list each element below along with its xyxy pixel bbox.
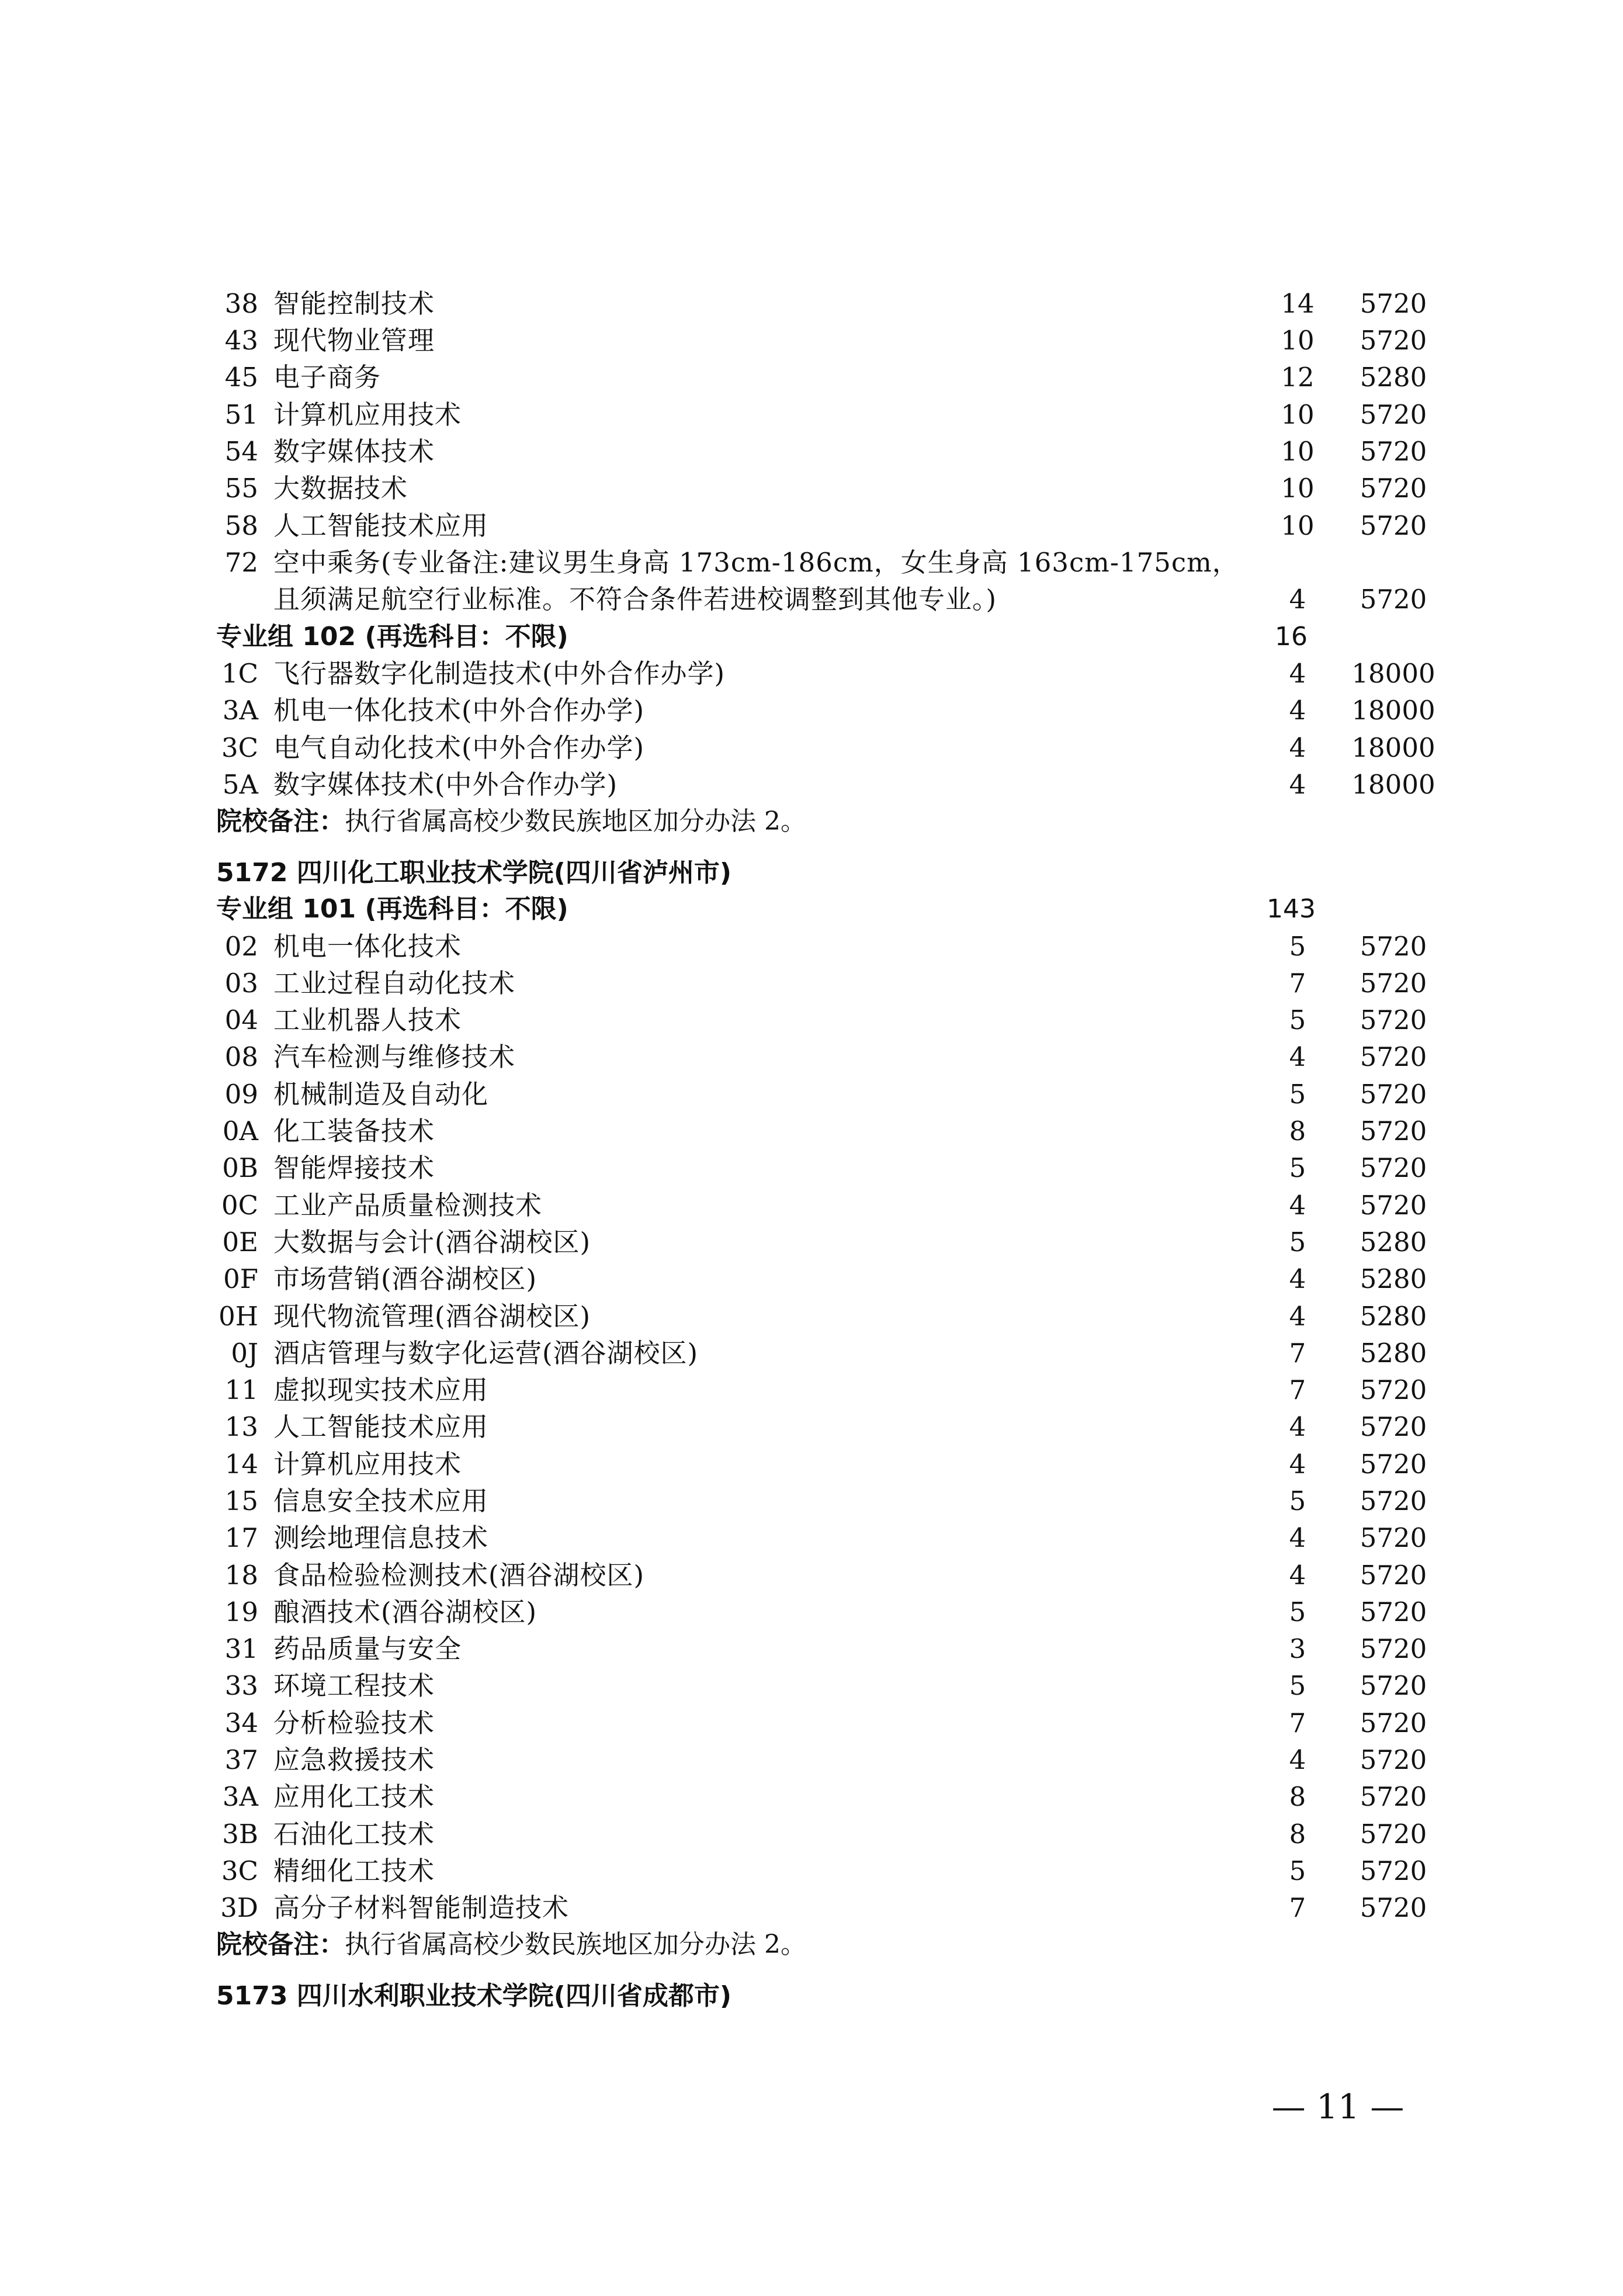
plan-count: 4 — [1289, 1190, 1306, 1221]
major-name-line1: 空中乘务(专业备注:建议男生身高 173cm-186cm，女生身高 163cm-175cm， — [273, 547, 1239, 578]
plan-count: 5 — [1289, 1855, 1306, 1886]
major-row — [0, 1519, 1623, 1557]
tuition-fee: 5720 — [1360, 1597, 1427, 1627]
major-code: 34 — [224, 1708, 258, 1739]
tuition-fee: 5720 — [1360, 1449, 1427, 1480]
major-code: 3D — [220, 1892, 258, 1923]
school-title: 5172 四川化工职业技术学院(四川省泸州市) — [216, 858, 731, 888]
plan-count: 4 — [1289, 1744, 1306, 1775]
major-code: 09 — [224, 1079, 258, 1110]
tuition-fee: 5720 — [1360, 1485, 1427, 1516]
major-name: 高分子材料智能制造技术 — [273, 1892, 570, 1923]
plan-count: 5 — [1289, 1079, 1306, 1110]
school-note — [0, 803, 1623, 840]
major-name: 工业过程自动化技术 — [273, 968, 516, 999]
plan-count: 7 — [1289, 1338, 1306, 1369]
major-code: 0J — [231, 1338, 258, 1369]
major-row — [0, 1335, 1623, 1372]
tuition-fee: 5720 — [1360, 1190, 1427, 1221]
plan-count: 8 — [1289, 1116, 1306, 1147]
plan-count: 12 — [1281, 362, 1315, 393]
major-row — [0, 396, 1623, 434]
major-name: 现代物流管理(酒谷湖校区) — [273, 1301, 591, 1332]
note-text — [216, 1926, 806, 1963]
major-row — [0, 1741, 1623, 1779]
major-row — [0, 1298, 1623, 1335]
major-name: 机电一体化技术 — [273, 931, 462, 962]
plan-count: 5 — [1289, 1485, 1306, 1516]
plan-count: 5 — [1289, 1005, 1306, 1036]
major-row — [0, 433, 1623, 470]
major-name: 石油化工技术 — [273, 1819, 435, 1850]
major-name: 现代物业管理 — [273, 325, 435, 356]
major-row — [0, 1224, 1623, 1261]
plan-count: 4 — [1289, 695, 1306, 726]
major-row — [0, 1705, 1623, 1742]
major-name: 药品质量与安全 — [273, 1633, 462, 1664]
tuition-fee: 5720 — [1360, 1005, 1427, 1036]
major-name: 大数据与会计(酒谷湖校区) — [273, 1227, 591, 1258]
major-row — [0, 470, 1623, 507]
major-row — [0, 928, 1623, 965]
plan-count: 10 — [1281, 510, 1315, 541]
major-row — [0, 1408, 1623, 1446]
major-code: 3C — [221, 732, 258, 763]
major-code: 19 — [224, 1597, 258, 1627]
plan-count: 4 — [1289, 769, 1306, 800]
plan-count: 10 — [1281, 473, 1315, 504]
tuition-fee: 5280 — [1360, 1301, 1427, 1332]
tuition-fee: 5720 — [1360, 325, 1427, 356]
major-code: 3C — [221, 1855, 258, 1886]
major-name: 应急救援技术 — [273, 1744, 435, 1775]
tuition-fee: 5720 — [1360, 473, 1427, 504]
major-name: 应用化工技术 — [273, 1781, 435, 1812]
note-label: 院校备注： — [216, 1930, 345, 1959]
tuition-fee: 5720 — [1360, 510, 1427, 541]
major-code: 1C — [221, 658, 258, 689]
tuition-fee: 5720 — [1360, 1892, 1427, 1923]
plan-count: 4 — [1289, 1560, 1306, 1591]
tuition-fee: 5280 — [1360, 1227, 1427, 1258]
plan-count: 8 — [1289, 1781, 1306, 1812]
major-row — [0, 1778, 1623, 1816]
major-row — [0, 965, 1623, 1002]
major-code: 0A — [222, 1116, 258, 1147]
school-title: 5173 四川水利职业技术学院(四川省成都市) — [216, 1981, 731, 2011]
major-row — [0, 655, 1623, 692]
plan-count: 4 — [1289, 1301, 1306, 1332]
major-name: 机械制造及自动化 — [273, 1079, 489, 1110]
major-name: 酿酒技术(酒谷湖校区) — [273, 1597, 537, 1627]
major-code: 55 — [224, 473, 258, 504]
major-name: 数字媒体技术 — [273, 436, 435, 467]
major-row — [0, 1889, 1623, 1927]
plan-count: 4 — [1289, 584, 1306, 615]
major-row — [0, 1076, 1623, 1113]
plan-count: 7 — [1289, 1708, 1306, 1739]
tuition-fee: 5720 — [1360, 288, 1427, 319]
plan-count: 5 — [1289, 931, 1306, 962]
plan-count: 4 — [1289, 1263, 1306, 1294]
note-content: 执行省属高校少数民族地区加分办法 2。 — [345, 1930, 806, 1959]
major-row — [0, 1630, 1623, 1668]
major-code: 38 — [224, 288, 258, 319]
major-row — [0, 1113, 1623, 1150]
tuition-fee: 5280 — [1360, 1338, 1427, 1369]
school-heading — [0, 1978, 1623, 2015]
plan-count: 5 — [1289, 1670, 1306, 1701]
major-name: 工业机器人技术 — [273, 1005, 462, 1036]
major-name: 智能焊接技术 — [273, 1152, 435, 1183]
tuition-fee: 5280 — [1360, 362, 1427, 393]
major-code: 11 — [224, 1374, 258, 1405]
major-row — [0, 1260, 1623, 1298]
major-code: 54 — [224, 436, 258, 467]
tuition-fee: 5280 — [1360, 1263, 1427, 1294]
plan-count: 4 — [1289, 1411, 1306, 1442]
major-name-line2: 且须满足航空行业标准。不符合条件若进校调整到其他专业。) — [273, 584, 997, 615]
plan-count: 10 — [1281, 436, 1315, 467]
major-code: 0F — [223, 1263, 258, 1294]
tuition-fee: 5720 — [1360, 1633, 1427, 1664]
tuition-fee: 5720 — [1360, 1079, 1427, 1110]
major-name: 计算机应用技术 — [273, 1449, 462, 1480]
major-code: 0C — [221, 1190, 258, 1221]
group-label: 专业组 101 (再选科目：不限) — [216, 894, 568, 924]
school-note — [0, 1926, 1623, 1963]
major-code: 17 — [224, 1522, 258, 1553]
major-row — [0, 1557, 1623, 1594]
major-code: 3A — [222, 1781, 258, 1812]
major-name: 人工智能技术应用 — [273, 1411, 489, 1442]
group-count: 143 — [1267, 894, 1316, 924]
plan-count: 7 — [1289, 968, 1306, 999]
page-number: — 11 — — [1271, 2087, 1404, 2127]
major-name: 信息安全技术应用 — [273, 1485, 489, 1516]
major-name: 环境工程技术 — [273, 1670, 435, 1701]
tuition-fee: 5720 — [1360, 1522, 1427, 1553]
major-row — [0, 766, 1623, 804]
major-row — [0, 1038, 1623, 1076]
major-code: 5A — [222, 769, 258, 800]
major-code: 3A — [222, 695, 258, 726]
note-label: 院校备注： — [216, 806, 345, 836]
major-name: 电气自动化技术(中外合作办学) — [273, 732, 645, 763]
plan-count: 14 — [1281, 288, 1315, 319]
major-code: 51 — [224, 399, 258, 430]
note-text — [216, 803, 806, 840]
tuition-fee: 5720 — [1360, 399, 1427, 430]
tuition-fee: 18000 — [1351, 769, 1435, 800]
major-name: 人工智能技术应用 — [273, 510, 489, 541]
major-code: 33 — [224, 1670, 258, 1701]
group-label: 专业组 102 (再选科目：不限) — [216, 622, 568, 652]
tuition-fee: 5720 — [1360, 1670, 1427, 1701]
major-name: 虚拟现实技术应用 — [273, 1374, 489, 1405]
major-row — [0, 507, 1623, 545]
tuition-fee: 18000 — [1351, 658, 1435, 689]
tuition-fee: 5720 — [1360, 1374, 1427, 1405]
major-row — [0, 1002, 1623, 1039]
major-row — [0, 359, 1623, 396]
major-code: 15 — [224, 1485, 258, 1516]
major-name: 化工装备技术 — [273, 1116, 435, 1147]
plan-count: 8 — [1289, 1819, 1306, 1850]
plan-count: 7 — [1289, 1374, 1306, 1405]
group-count: 16 — [1275, 622, 1308, 652]
major-code: 3B — [222, 1819, 258, 1850]
major-group-header — [0, 891, 1623, 928]
major-name: 数字媒体技术(中外合作办学) — [273, 769, 618, 800]
major-name: 电子商务 — [273, 362, 382, 393]
major-row — [0, 1816, 1623, 1853]
major-row — [0, 544, 1623, 581]
tuition-fee: 18000 — [1351, 732, 1435, 763]
major-name: 汽车检测与维修技术 — [273, 1041, 516, 1072]
note-content: 执行省属高校少数民族地区加分办法 2。 — [345, 806, 806, 836]
plan-count: 4 — [1289, 732, 1306, 763]
major-code: 13 — [224, 1411, 258, 1442]
major-row — [0, 729, 1623, 767]
tuition-fee: 5720 — [1360, 1560, 1427, 1591]
tuition-fee: 5720 — [1360, 1411, 1427, 1442]
plan-count: 4 — [1289, 1449, 1306, 1480]
plan-count: 4 — [1289, 658, 1306, 689]
major-name: 市场营销(酒谷湖校区) — [273, 1263, 537, 1294]
major-row — [0, 1149, 1623, 1187]
major-name: 食品检验检测技术(酒谷湖校区) — [273, 1560, 645, 1591]
tuition-fee: 5720 — [1360, 1855, 1427, 1886]
major-code: 37 — [224, 1744, 258, 1775]
major-name: 计算机应用技术 — [273, 399, 462, 430]
major-name: 大数据技术 — [273, 473, 408, 504]
major-code: 02 — [224, 931, 258, 962]
plan-count: 4 — [1289, 1522, 1306, 1553]
tuition-fee: 5720 — [1360, 1041, 1427, 1072]
tuition-fee: 5720 — [1360, 1708, 1427, 1739]
major-code: 72 — [224, 547, 258, 578]
major-row — [0, 692, 1623, 729]
plan-count: 5 — [1289, 1152, 1306, 1183]
major-code: 18 — [224, 1560, 258, 1591]
tuition-fee: 18000 — [1351, 695, 1435, 726]
plan-count: 4 — [1289, 1041, 1306, 1072]
plan-count: 3 — [1289, 1633, 1306, 1664]
major-row — [0, 1852, 1623, 1890]
tuition-fee: 5720 — [1360, 1781, 1427, 1812]
major-name: 分析检验技术 — [273, 1708, 435, 1739]
school-heading — [0, 854, 1623, 892]
major-code: 04 — [224, 1005, 258, 1036]
major-name: 智能控制技术 — [273, 288, 435, 319]
major-code: 08 — [224, 1041, 258, 1072]
major-code: 0H — [219, 1301, 258, 1332]
tuition-fee: 5720 — [1360, 1152, 1427, 1183]
plan-count: 7 — [1289, 1892, 1306, 1923]
major-name: 测绘地理信息技术 — [273, 1522, 489, 1553]
major-row — [0, 1483, 1623, 1520]
major-code: 03 — [224, 968, 258, 999]
major-row — [0, 1667, 1623, 1705]
tuition-fee: 5720 — [1360, 436, 1427, 467]
tuition-fee: 5720 — [1360, 968, 1427, 999]
major-row-continuation — [0, 581, 1623, 618]
major-code: 0B — [222, 1152, 258, 1183]
major-code: 0E — [222, 1227, 258, 1258]
major-name: 机电一体化技术(中外合作办学) — [273, 695, 645, 726]
major-row — [0, 1372, 1623, 1409]
major-name: 酒店管理与数字化运营(酒谷湖校区) — [273, 1338, 699, 1369]
major-name: 飞行器数字化制造技术(中外合作办学) — [273, 658, 726, 689]
tuition-fee: 5720 — [1360, 1819, 1427, 1850]
plan-count: 10 — [1281, 399, 1315, 430]
plan-count: 5 — [1289, 1227, 1306, 1258]
major-row — [0, 322, 1623, 359]
plan-count: 5 — [1289, 1597, 1306, 1627]
major-name: 工业产品质量检测技术 — [273, 1190, 543, 1221]
major-code: 43 — [224, 325, 258, 356]
tuition-fee: 5720 — [1360, 584, 1427, 615]
major-row — [0, 1594, 1623, 1631]
tuition-fee: 5720 — [1360, 1744, 1427, 1775]
major-code: 14 — [224, 1449, 258, 1480]
major-row — [0, 1187, 1623, 1224]
major-name: 精细化工技术 — [273, 1855, 435, 1886]
major-code: 45 — [224, 362, 258, 393]
major-group-header — [0, 618, 1623, 656]
major-code: 31 — [224, 1633, 258, 1664]
major-row — [0, 285, 1623, 323]
plan-count: 10 — [1281, 325, 1315, 356]
tuition-fee: 5720 — [1360, 931, 1427, 962]
tuition-fee: 5720 — [1360, 1116, 1427, 1147]
major-row — [0, 1446, 1623, 1483]
major-code: 58 — [224, 510, 258, 541]
